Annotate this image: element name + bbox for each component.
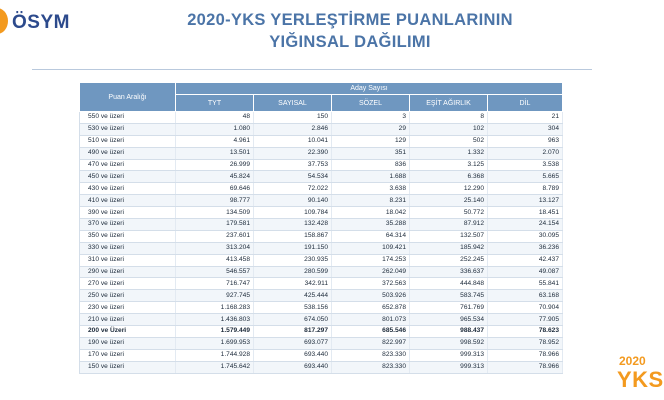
table-row [80,147,563,159]
count-cell: 179.581 [176,219,254,231]
count-cell: 109.421 [332,242,410,254]
column-header: SÖZEL [332,95,410,112]
count-cell: 351 [332,147,410,159]
range-cell: 230 ve üzeri [80,302,176,314]
count-cell: 174.253 [332,254,410,266]
badge-text: YKS [617,367,664,392]
count-cell: 25.140 [410,195,488,207]
count-cell: 2.070 [488,147,563,159]
count-cell: 69.646 [176,183,254,195]
count-cell: 1.436.803 [176,314,254,326]
range-cell: 200 ve Üzeri [80,326,176,338]
count-cell: 30.095 [488,230,563,242]
count-cell: 801.073 [332,314,410,326]
table-row [80,278,563,290]
page-title [170,9,530,53]
count-cell: 63.168 [488,290,563,302]
range-cell: 150 ve üzeri [80,361,176,373]
count-cell: 55.841 [488,278,563,290]
table-row [80,219,563,231]
count-cell: 693.077 [254,337,332,349]
count-cell: 109.784 [254,207,332,219]
count-cell: 132.428 [254,219,332,231]
count-cell: 77.905 [488,314,563,326]
count-cell: 823.330 [332,349,410,361]
count-cell: 18.042 [332,207,410,219]
count-cell: 502 [410,135,488,147]
count-cell: 78.966 [488,349,563,361]
count-cell: 64.314 [332,230,410,242]
count-cell: 583.745 [410,290,488,302]
count-cell: 413.458 [176,254,254,266]
count-cell: 36.236 [488,242,563,254]
column-header: TYT [176,95,254,112]
count-cell: 425.444 [254,290,332,302]
table-row [80,135,563,147]
yks-badge [612,354,664,400]
range-cell: 370 ve üzeri [80,219,176,231]
table-row [80,123,563,135]
table-row [80,361,563,373]
range-header: Puan Aralığı [80,83,176,112]
range-cell: 330 ve üzeri [80,242,176,254]
count-cell: 693.440 [254,361,332,373]
group-header: Aday Sayısı [176,83,563,95]
range-cell: 490 ve üzeri [80,147,176,159]
count-cell: 10.041 [254,135,332,147]
count-cell: 78.623 [488,326,563,338]
range-cell: 470 ve üzeri [80,159,176,171]
count-cell: 652.878 [332,302,410,314]
table-row [80,254,563,266]
table-row [80,302,563,314]
table-row [80,230,563,242]
count-cell: 1.579.449 [176,326,254,338]
table-row [80,171,563,183]
count-cell: 158.867 [254,230,332,242]
count-cell: 927.745 [176,290,254,302]
count-cell: 823.330 [332,361,410,373]
column-header: DİL [488,95,563,112]
count-cell: 716.747 [176,278,254,290]
table-row [80,207,563,219]
range-cell: 310 ve üzeri [80,254,176,266]
range-cell: 170 ve üzeri [80,349,176,361]
count-cell: 342.911 [254,278,332,290]
range-cell: 410 ve üzeri [80,195,176,207]
count-cell: 252.245 [410,254,488,266]
count-cell: 988.437 [410,326,488,338]
table-row [80,349,563,361]
count-cell: 21 [488,112,563,124]
page-title-line1: 2020-YKS YERLEŞTİRME PUANLARININ [187,11,513,29]
count-cell: 963 [488,135,563,147]
count-cell: 78.952 [488,337,563,349]
count-cell: 8.231 [332,195,410,207]
range-cell: 270 ve üzeri [80,278,176,290]
count-cell: 50.772 [410,207,488,219]
range-cell: 430 ve üzeri [80,183,176,195]
count-cell: 1.699.953 [176,337,254,349]
count-cell: 18.451 [488,207,563,219]
count-cell: 761.769 [410,302,488,314]
count-cell: 48 [176,112,254,124]
count-cell: 13.127 [488,195,563,207]
table-body [80,112,563,374]
count-cell: 1.745.642 [176,361,254,373]
count-cell: 98.777 [176,195,254,207]
count-cell: 965.534 [410,314,488,326]
count-cell: 90.140 [254,195,332,207]
count-cell: 3.638 [332,183,410,195]
count-cell: 12.290 [410,183,488,195]
range-cell: 350 ve üzeri [80,230,176,242]
count-cell: 5.665 [488,171,563,183]
count-cell: 72.022 [254,183,332,195]
page-title-line2: YIĞINSAL DAĞILIMI [269,33,431,51]
count-cell: 70.904 [488,302,563,314]
table-row [80,112,563,124]
count-cell: 8.789 [488,183,563,195]
count-cell: 999.313 [410,349,488,361]
table-row [80,290,563,302]
count-cell: 998.592 [410,337,488,349]
count-cell: 999.313 [410,361,488,373]
score-distribution-table [79,82,563,374]
count-cell: 78.966 [488,361,563,373]
table-row [80,337,563,349]
count-cell: 237.601 [176,230,254,242]
count-cell: 546.557 [176,266,254,278]
count-cell: 1.168.283 [176,302,254,314]
count-cell: 836 [332,159,410,171]
count-cell: 150 [254,112,332,124]
count-cell: 280.599 [254,266,332,278]
count-cell: 817.297 [254,326,332,338]
count-cell: 24.154 [488,219,563,231]
count-cell: 230.935 [254,254,332,266]
count-cell: 22.390 [254,147,332,159]
table-row [80,242,563,254]
count-cell: 45.824 [176,171,254,183]
osym-logo [0,6,80,36]
table-row [80,183,563,195]
count-cell: 1.688 [332,171,410,183]
count-cell: 685.546 [332,326,410,338]
count-cell: 129 [332,135,410,147]
count-cell: 372.563 [332,278,410,290]
count-cell: 3 [332,112,410,124]
count-cell: 822.997 [332,337,410,349]
range-cell: 390 ve üzeri [80,207,176,219]
badge-year: 2020 [619,354,646,368]
count-cell: 13.501 [176,147,254,159]
osym-logo-text: ÖSYM [12,12,70,33]
count-cell: 336.637 [410,266,488,278]
column-header: EŞİT AĞIRLIK [410,95,488,112]
range-cell: 530 ve üzeri [80,123,176,135]
table-row [80,266,563,278]
count-cell: 2.846 [254,123,332,135]
table-row [80,314,563,326]
count-cell: 444.848 [410,278,488,290]
count-cell: 54.534 [254,171,332,183]
count-cell: 1.332 [410,147,488,159]
count-cell: 313.204 [176,242,254,254]
count-cell: 49.087 [488,266,563,278]
table-row [80,195,563,207]
range-cell: 210 ve üzeri [80,314,176,326]
count-cell: 42.437 [488,254,563,266]
count-cell: 503.926 [332,290,410,302]
range-cell: 290 ve üzeri [80,266,176,278]
count-cell: 262.049 [332,266,410,278]
count-cell: 674.050 [254,314,332,326]
range-cell: 450 ve üzeri [80,171,176,183]
count-cell: 37.753 [254,159,332,171]
count-cell: 693.440 [254,349,332,361]
count-cell: 35.288 [332,219,410,231]
range-cell: 190 ve üzeri [80,337,176,349]
range-cell: 250 ve üzeri [80,290,176,302]
count-cell: 185.942 [410,242,488,254]
count-cell: 8 [410,112,488,124]
count-cell: 102 [410,123,488,135]
count-cell: 1.744.928 [176,349,254,361]
range-cell: 550 ve üzeri [80,112,176,124]
count-cell: 26.999 [176,159,254,171]
count-cell: 3.125 [410,159,488,171]
title-divider [32,69,592,70]
count-cell: 29 [332,123,410,135]
table-row [80,326,563,338]
count-cell: 1.080 [176,123,254,135]
count-cell: 3.538 [488,159,563,171]
count-cell: 6.368 [410,171,488,183]
column-header: SAYISAL [254,95,332,112]
range-cell: 510 ve üzeri [80,135,176,147]
count-cell: 304 [488,123,563,135]
count-cell: 538.156 [254,302,332,314]
osym-logo-mark [0,8,8,34]
count-cell: 132.507 [410,230,488,242]
count-cell: 191.150 [254,242,332,254]
count-cell: 87.912 [410,219,488,231]
table-row [80,159,563,171]
count-cell: 134.509 [176,207,254,219]
count-cell: 4.961 [176,135,254,147]
